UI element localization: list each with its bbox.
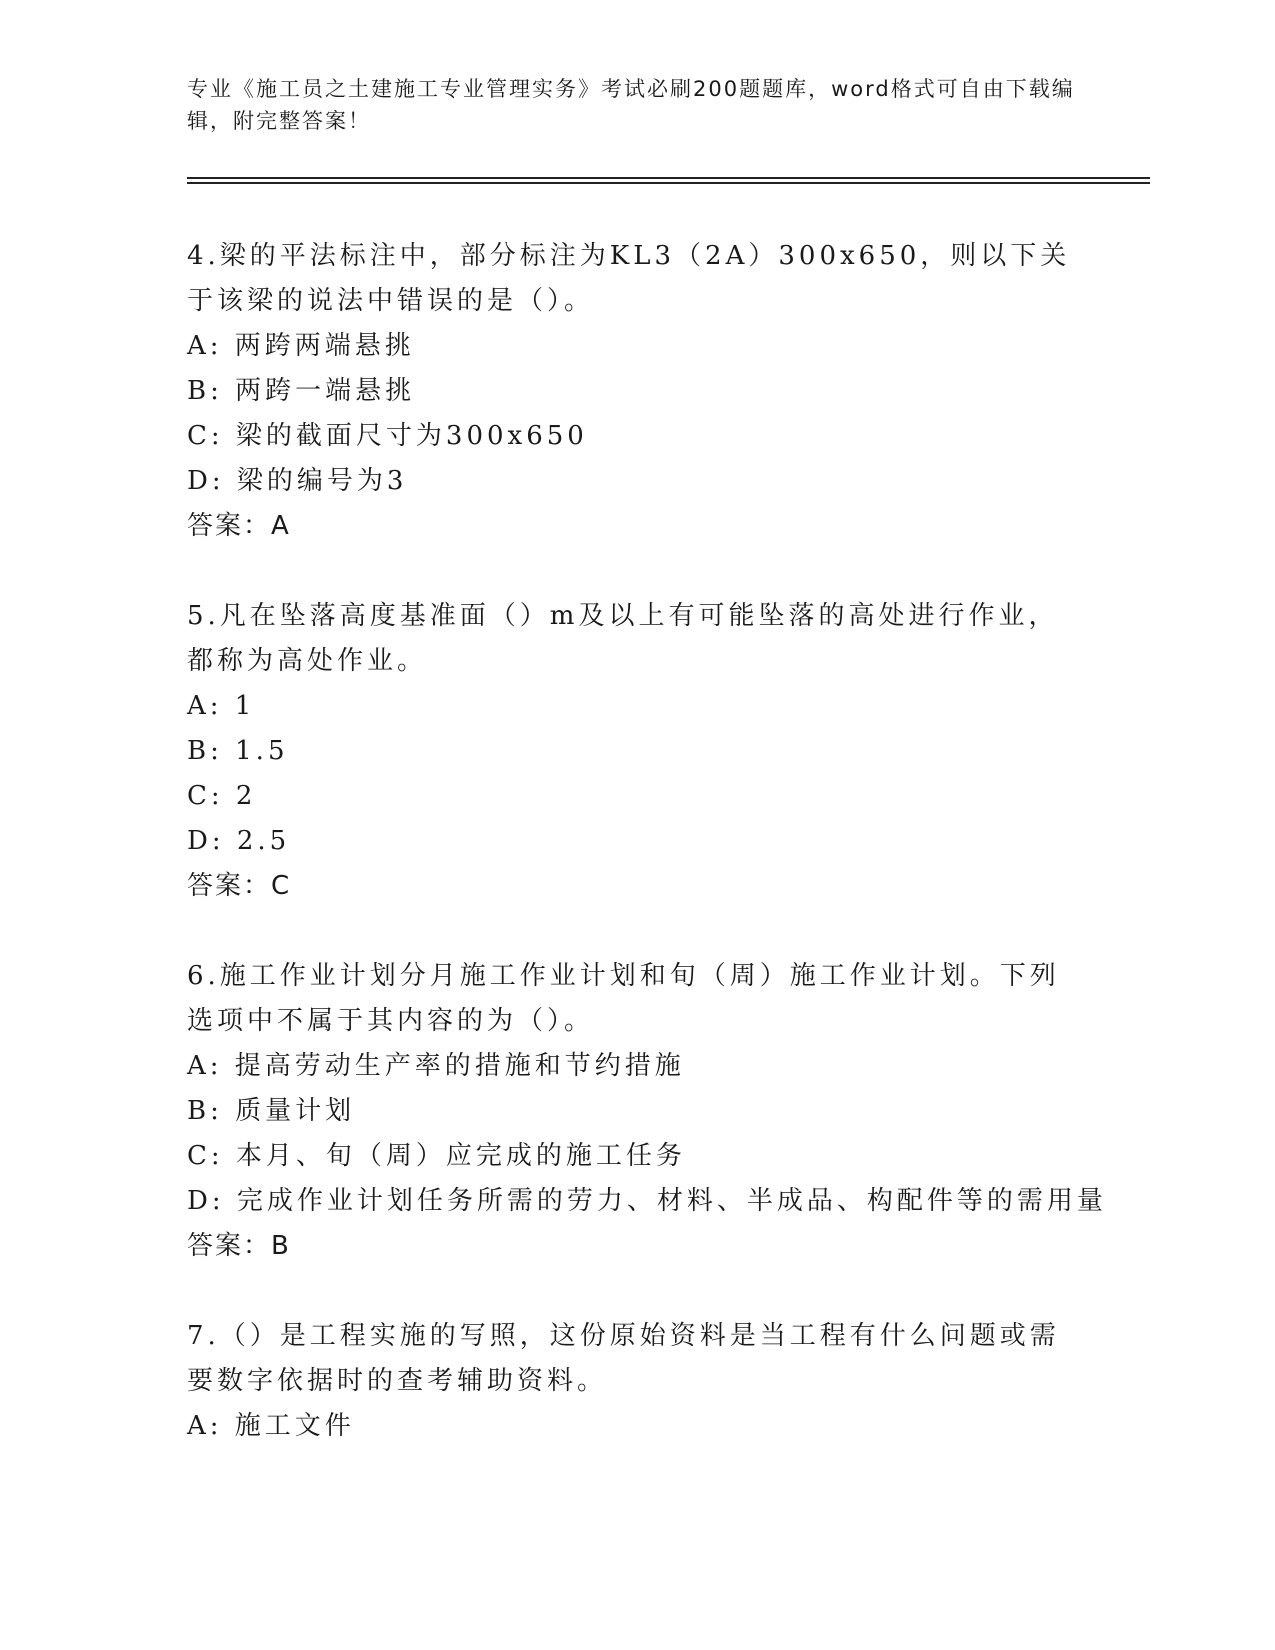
option-c: C: 本月、旬（周）应完成的施工任务 (187, 1141, 686, 1171)
header-divider-top (187, 177, 1150, 179)
option-d: D: 完成作业计划任务所需的劳力、材料、半成品、构配件等的需用量 (187, 1186, 1107, 1216)
header-divider-bottom (187, 182, 1150, 184)
option-c: C: 梁的截面尺寸为300x650 (187, 421, 588, 451)
question-stem: 4.梁的平法标注中，部分标注为KL3（2A）300x650，则以下关于该梁的说法中错误的是（）。 (187, 241, 1071, 316)
option-d: D: 梁的编号为3 (187, 466, 408, 496)
option-b: B: 两跨一端悬挑 (187, 376, 416, 406)
question-list (187, 234, 1107, 1494)
answer-line: 答案：B (187, 1231, 291, 1261)
option-d: D: 2.5 (187, 826, 291, 856)
option-b: B: 1.5 (187, 736, 289, 766)
question-stem: 5.凡在坠落高度基准面（）m及以上有可能坠落的高处进行作业，都称为高处作业。 (187, 601, 1059, 676)
document-header-note: 专业《施工员之土建施工专业管理实务》考试必刷200题题库，word格式可自由下载编辑，附完整答案！ (187, 77, 1075, 133)
answer-line: 答案：C (187, 871, 292, 901)
question-4 (187, 234, 1087, 549)
answer-line: 答案：A (187, 511, 291, 541)
option-c: C: 2 (187, 781, 257, 811)
question-6 (187, 954, 1107, 1269)
question-stem: 6.施工作业计划分月施工作业计划和旬（周）施工作业计划。下列选项中不属于其内容的为（）。 (187, 961, 1060, 1036)
question-stem: 7.（）是工程实施的写照，这份原始资料是当工程有什么问题或需要数字依据时的查考辅助资料。 (187, 1321, 1060, 1396)
option-a: A: 1 (187, 691, 256, 721)
option-a: A: 施工文件 (187, 1411, 355, 1441)
question-7 (187, 1314, 1087, 1449)
question-5 (187, 594, 1087, 909)
option-a: A: 两跨两端悬挑 (187, 331, 415, 361)
option-b: B: 质量计划 (187, 1096, 356, 1126)
option-a: A: 提高劳动生产率的措施和节约措施 (187, 1051, 685, 1081)
